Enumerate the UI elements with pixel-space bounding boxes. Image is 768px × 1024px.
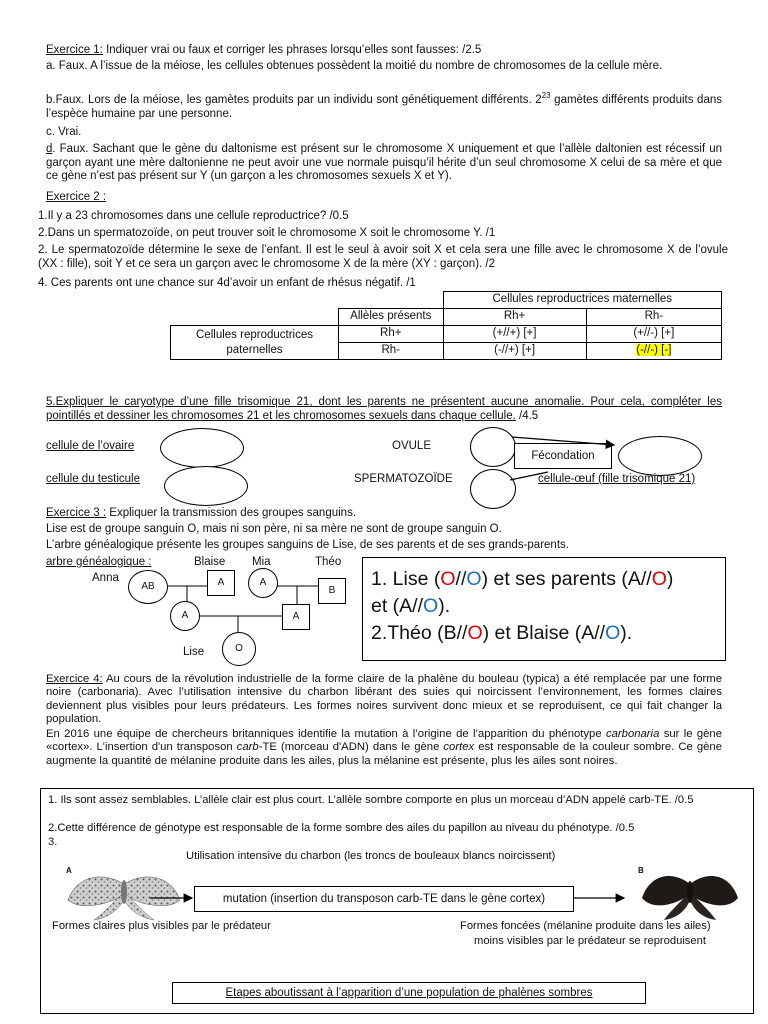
maternal-header: Cellules reproductrices maternelles <box>443 292 722 309</box>
answer-line2: et (A//O). <box>371 595 451 617</box>
name-blaise: Blaise <box>194 556 226 568</box>
ex4-title: Exercice 4: <box>46 673 103 685</box>
tree-label: arbre généalogique : <box>46 556 152 568</box>
answer-line3: 2.Théo (B//O) et Blaise (A//O). <box>371 622 633 644</box>
col-rh-minus: Rh- <box>586 309 721 326</box>
ex1-d-text: . Faux. Sachant que le gène du daltonisme est présent sur le chromosome X uniquement et que l’allèle daltonien est récessif un garçon ayant une mère daltonienne ne peut avoir une vue normale puisqu’il hérite d’un seul chromosome X celui de sa mère et que ce gène n’est pas présent sur Y (un garçon a les chromosomes sexuels X et Y). <box>46 143 722 182</box>
ex2-q2: 2.Dans un spermatozoïde, on peut trouver soit le chromosome X soit le chromosome Y. /1 <box>38 227 496 239</box>
ex2-q3: 2. Le spermatozoïde détermine le sexe de l’enfant. Il est le seul à avoir soit X et cela sera une fille avec le chromosome X de l’ovule (XX : fille), soit Y et ce sera un garçon avec le chromosome X de la mère (XY : garçon). /2 <box>38 244 728 270</box>
caption-text: Etapes aboutissant à l’apparition d’une population de phalènes sombres <box>225 987 593 999</box>
moth-label-a: A <box>66 866 72 875</box>
row2-cell1: (-//+) [+] <box>443 343 586 360</box>
lise-symbol: O <box>222 632 256 666</box>
alleles-header: Allèles présents <box>339 309 444 326</box>
ex4-p2: En 2016 une équipe de chercheurs britanniques identifie la mutation à l’origine de l’apparition du phénotype carbonaria sur le gène «cortex». L'insertion d'un transposon carb-TE (morceau d'ADN) dans le gène cortex est responsable de la couleur sombre. Ce gène augmente la quantité de mélanine produite dans les ailes, plus la mélanine est présente, plus les ailes sont noires. <box>46 728 722 767</box>
theo-symbol: B <box>318 578 346 604</box>
ex1-b-sup: 23 <box>541 91 551 101</box>
col-rh-plus: Rh+ <box>443 309 586 326</box>
ex3-answer-box <box>362 557 726 661</box>
name-lise: Lise <box>183 646 205 658</box>
mother-symbol: A <box>170 601 200 631</box>
ex1-b-text: b.Faux. Lors de la méiose, les gamètes produits par un individu sont génétiquement différents. 2 <box>46 94 542 106</box>
fecondation-box: Fécondation <box>514 443 612 469</box>
ex3-title: Exercice 3 : <box>46 507 107 519</box>
ex4-p1 <box>46 673 722 726</box>
q5-instruction: 5.Expliquer le caryotype d’une fille trisomique 21, dont les parents ne présentent aucune anomalie. Pour cela, compléter les pointillés et dessiner les chromosomes 21 et les chromosomes sexuels dans chaque cellule. <box>46 396 722 422</box>
name-mia: Mia <box>252 556 271 568</box>
name-theo: Théo <box>315 556 342 568</box>
dark-form-label-2: moins visibles par le prédateur se reproduisent <box>474 935 706 947</box>
ex3-instruction: Expliquer la transmission des groupes sanguins. <box>106 507 357 519</box>
ex3-heading-line <box>46 507 722 521</box>
label-egg: cellule-œuf (fille trisomique 21) <box>538 473 696 485</box>
ex4-a2: 2.Cette différence de génotype est responsable de la forme sombre des ailes du papillon au niveau du phénotype. /0.5 <box>48 822 635 834</box>
moth-label-b: B <box>638 866 644 875</box>
anna-symbol: AB <box>128 570 168 604</box>
ex1-b-text-end: gamètes différents produits dans l’espèce humaine par une personne. <box>46 94 722 120</box>
charbon-label: Utilisation intensive du charbon (les troncs de bouleaux blancs noircissent) <box>186 850 556 862</box>
label-ovary: cellule de l’ovaire <box>46 440 135 452</box>
ex1-a: a. Faux. A l’issue de la méiose, les cellules obtenues possèdent la moitié du nombre de chromosomes de la cellule mère. <box>46 60 663 72</box>
ex3-line2: L’arbre généalogique présente les groupes sanguins de Lise, de ses parents et de ses grands-parents. <box>46 539 569 551</box>
label-sperm: SPERMATOZOÏDE <box>354 473 453 485</box>
name-anna: Anna <box>92 572 119 584</box>
q5-points: /4.5 <box>515 409 539 422</box>
row1-cell1: (+//+) [+] <box>443 326 586 343</box>
ex1-c: c. Vrai. <box>46 126 82 138</box>
ex2-title-text: Exercice 2 : <box>46 191 107 203</box>
dark-form-label-1: Formes foncées (mélanine produite dans les ailes) <box>460 920 711 932</box>
arrow-sperm <box>510 472 548 480</box>
ex1-d-letter: d <box>46 143 53 155</box>
paternal-header: Cellules reproductrices paternelles <box>171 326 339 360</box>
label-testis: cellule du testicule <box>46 473 140 485</box>
caption-box <box>172 982 646 1004</box>
ex3-line1: Lise est de groupe sanguin O, mais ni son père, ni sa mère ne sont de groupe sanguin O. <box>46 523 502 535</box>
ex2-q1: 1.Il y a 23 chromosomes dans une cellule reproductrice? /0.5 <box>38 210 349 222</box>
answer-line1: 1. Lise (O//O) et ses parents (A//O) <box>371 568 674 590</box>
light-form-label: Formes claires plus visibles par le prédateur <box>52 920 271 932</box>
mutation-box: mutation (insertion du transposon carb-TE dans le gène cortex) <box>194 886 574 912</box>
label-ovule: OVULE <box>392 440 431 452</box>
ex4-p1-text: Au cours de la révolution industrielle de la forme claire de la phalène du bouleau (typica) a été remplacée par une forme noire (carbonaria). Avec l’utilisation intensive du charbon libérant des suies qui noircissent l’environnement, les formes claires deviennent plus visibles pour leurs prédateurs. Les formes noires survivent donc mieux et se reproduisent, ce qui fait changer la population. <box>46 673 722 725</box>
arrow-ovule <box>512 437 614 445</box>
ex4-a3: 3. <box>48 836 58 848</box>
ex1-title: Exercice 1: <box>46 44 103 56</box>
row2-allele: Rh- <box>339 343 444 360</box>
mia-symbol: A <box>248 568 278 598</box>
mutation-arrows <box>0 880 768 920</box>
row1-cell2: (+//-) [+] <box>586 326 721 343</box>
row2-cell2: (-//-) [-] <box>636 344 672 357</box>
father-symbol: A <box>282 604 310 630</box>
ex1-instruction: Indiquer vrai ou faux et corriger les phrases lorsqu’elles sont fausses: /2.5 <box>102 44 482 56</box>
ex2-q4: 4. Ces parents ont une chance sur 4d’avoir un enfant de rhésus négatif. /1 <box>38 277 416 289</box>
row1-allele: Rh+ <box>339 326 444 343</box>
blaise-symbol: A <box>207 570 235 596</box>
ex4-a1: 1. Ils sont assez semblables. L’allèle clair est plus court. L’allèle sombre comporte en plus un morceau d’ADN appelé carb-TE. /0.5 <box>48 794 694 806</box>
